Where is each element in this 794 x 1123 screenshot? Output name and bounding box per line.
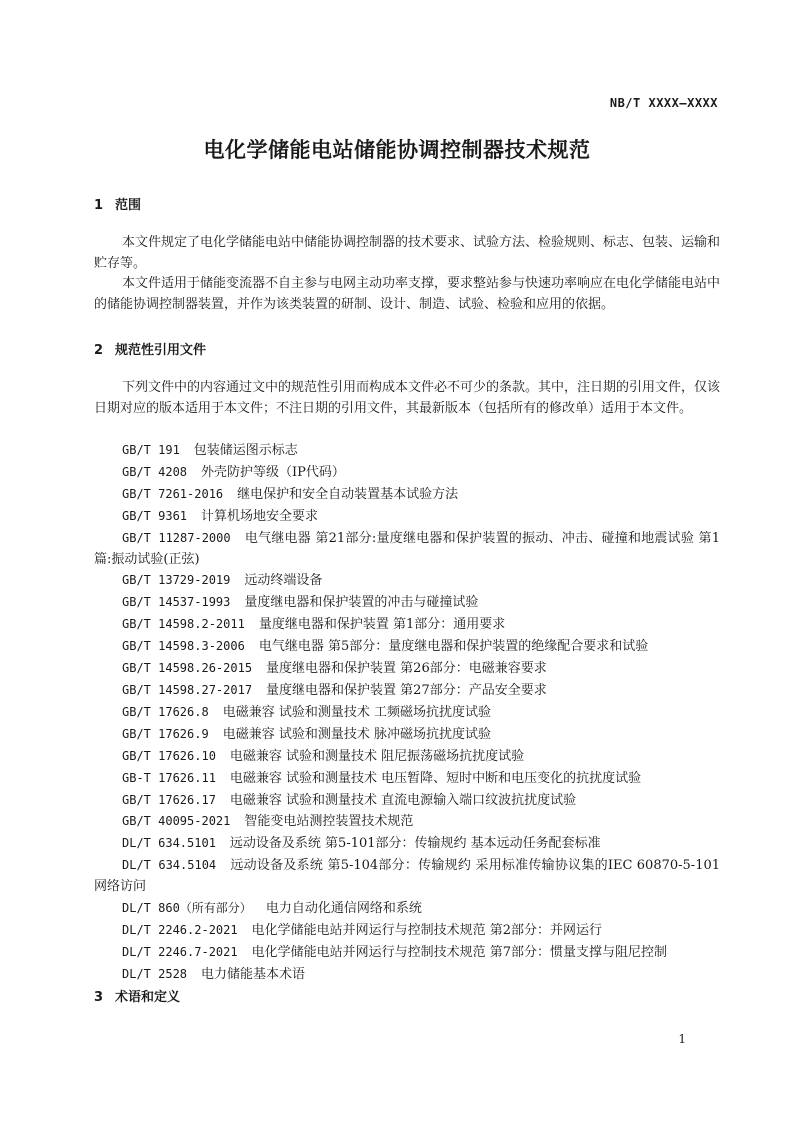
reference-item: [94, 746, 720, 768]
reference-title: 远动设备及系统 第5-101部分：传输规约 基本远动任务配套标准: [229, 836, 601, 852]
reference-title: 电磁兼容 试验和测量技术 工频磁场抗扰度试验: [222, 704, 491, 720]
reference-code: GB/T 40095-2021: [122, 814, 231, 829]
reference-title: 量度继电器和保护装置 第26部分：电磁兼容要求: [266, 661, 547, 677]
reference-code: GB/T 14537-1993: [122, 595, 231, 610]
section-title: 术语和定义: [115, 990, 181, 1005]
section-number: 2: [94, 343, 104, 358]
reference-code: GB/T 17626.8: [122, 704, 209, 719]
reference-item: [94, 724, 720, 746]
reference-code: GB/T 9361: [122, 508, 188, 523]
reference-item: [94, 658, 720, 680]
reference-code: GB/T 14598.3-2006: [122, 639, 245, 654]
references-intro-paragraph: 下列文件中的内容通过文中的规范性引用而构成本文件必不可少的条款。其中，注日期的引用文件，仅该日期对应的版本适用于本文件；不注日期的引用文件，其最新版本（包括所有的修改单）适用于本文件。: [94, 380, 721, 416]
reference-item: [94, 592, 720, 614]
reference-code: DL/T 634.5101: [122, 836, 216, 851]
reference-title: 远动设备及系统 第5-104部分：传输规约 采用标准传输协议集的IEC 60870-5-101网络访问: [94, 858, 721, 895]
section-number: 3: [94, 990, 104, 1005]
reference-code: GB-T 17626.11: [122, 770, 216, 785]
reference-item: [94, 768, 720, 790]
reference-title: 智能变电站测控装置技术规范: [244, 814, 414, 830]
scope-paragraph-1: 本文件规定了电化学储能电站中储能协调控制器的技术要求、试验方法、检验规则、标志、包装、运输和贮存等。: [94, 235, 721, 271]
reference-title: 计算机场地安全要求: [201, 508, 319, 524]
reference-item: [94, 920, 720, 942]
reference-title: 电磁兼容 试验和测量技术 脉冲磁场抗扰度试验: [222, 726, 491, 742]
reference-code: GB/T 191: [122, 443, 180, 457]
section-heading-terms-definitions: [94, 986, 180, 1005]
reference-code: GB/T 13729-2019: [122, 573, 231, 588]
section-title: 范围: [115, 198, 142, 213]
reference-title: 包装储运图示标志: [193, 443, 298, 458]
reference-title: 量度继电器和保护装置 第1部分：通用要求: [258, 617, 506, 633]
document-title: 电化学储能电站储能协调控制器技术规范: [203, 138, 591, 162]
reference-item: [94, 636, 720, 658]
reference-title: 电气继电器 第21部分:量度继电器和保护装置的振动、冲击、碰撞和地震试验 第1篇:振动试验(正弦): [94, 530, 720, 567]
reference-title: 量度继电器和保护装置 第27部分：产品安全要求: [266, 682, 547, 698]
reference-code: GB/T 17626.9: [122, 726, 209, 741]
reference-item: [94, 462, 720, 484]
reference-title: 电磁兼容 试验和测量技术 电压暂降、短时中断和电压变化的抗扰度试验: [229, 770, 642, 786]
reference-list: [94, 440, 720, 986]
reference-title: 外壳防护等级（IP代码）: [201, 464, 345, 480]
section-title: 规范性引用文件: [115, 343, 207, 358]
reference-title: 量度继电器和保护装置的冲击与碰撞试验: [244, 595, 479, 611]
reference-code: DL/T 2246.7-2021: [122, 944, 238, 959]
reference-item: [94, 484, 720, 506]
reference-item: [94, 790, 720, 812]
reference-item: [94, 702, 720, 724]
reference-title: 电力自动化通信网络和系统: [265, 901, 422, 917]
section-number: 1: [94, 198, 104, 213]
reference-code: GB/T 7261-2016: [122, 486, 224, 501]
scope-paragraph-2: 本文件适用于储能变流器不自主参与电网主动功率支撑，要求整站参与快速功率响应在电化学储能电站中的储能协调控制器装置，并作为该类装置的研制、设计、制造、试验、检验和应用的依据。: [94, 276, 721, 312]
reference-title: 继电保护和安全自动装置基本试验方法: [237, 486, 459, 502]
page-number: 1: [678, 1032, 686, 1046]
document-code: NB/T XXXX—XXXX: [609, 96, 718, 110]
reference-title: 电力储能基本术语: [201, 966, 306, 982]
reference-code: GB/T 14598.26-2015: [122, 661, 253, 676]
reference-code: DL/T 2528: [122, 966, 188, 981]
reference-item: [94, 855, 720, 898]
reference-item: [94, 898, 720, 920]
reference-item: [94, 440, 720, 462]
reference-item: [94, 614, 720, 636]
reference-item: [94, 942, 720, 964]
reference-code: GB/T 14598.2-2011: [122, 617, 245, 632]
reference-item: [94, 680, 720, 702]
reference-item: [94, 506, 720, 528]
reference-item: [94, 811, 720, 833]
section-heading-normative-references: [94, 339, 206, 358]
reference-code: GB/T 4208: [122, 464, 188, 479]
reference-code: GB/T 11287-2000: [122, 530, 231, 545]
reference-item: [94, 964, 720, 986]
reference-code: DL/T 860（所有部分）: [122, 901, 252, 916]
section-heading-scope: [94, 194, 141, 213]
reference-code: GB/T 14598.27-2017: [122, 682, 253, 697]
reference-code: GB/T 17626.10: [122, 748, 216, 763]
reference-title: 电气继电器 第5部分：量度继电器和保护装置的绝缘配合要求和试验: [258, 639, 649, 655]
reference-title: 电化学储能电站并网运行与控制技术规范 第2部分：并网运行: [251, 922, 602, 938]
reference-title: 远动终端设备: [244, 573, 323, 589]
reference-code: DL/T 2246.2-2021: [122, 922, 238, 937]
reference-title: 电化学储能电站并网运行与控制技术规范 第7部分：惯量支撑与阻尼控制: [251, 944, 667, 960]
reference-item: [94, 528, 720, 571]
reference-title: 电磁兼容 试验和测量技术 阻尼振荡磁场抗扰度试验: [229, 748, 525, 764]
reference-code: DL/T 634.5104: [122, 858, 217, 873]
reference-title: 电磁兼容 试验和测量技术 直流电源输入端口纹波抗扰度试验: [229, 792, 577, 808]
reference-code: GB/T 17626.17: [122, 792, 216, 807]
reference-item: [94, 570, 720, 592]
reference-item: [94, 833, 720, 855]
